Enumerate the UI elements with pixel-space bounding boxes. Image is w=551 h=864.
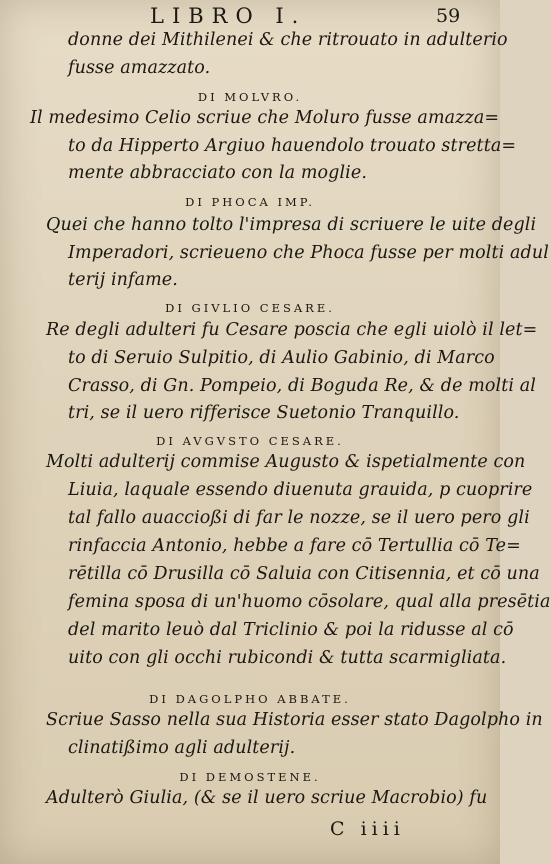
section-heading: DI MOLVRO. xyxy=(197,90,303,104)
text-line: mente abbracciato con la moglie. xyxy=(68,163,367,183)
text-line: Imperadori, scrieueno che Phoca fusse per molti adul xyxy=(68,243,549,263)
text-line: to di Seruio Sulpitio, di Aulio Gabinio, di Marco xyxy=(68,348,495,368)
text-line: Liuia, laquale essendo diuenuta grauida, p cuoprire xyxy=(68,480,533,500)
text-line: clinatißimo agli adulterij. xyxy=(68,738,296,758)
text-line: Re degli adulteri fu Cesare poscia che egli uiolò il let= xyxy=(46,320,538,340)
running-title: LIBRO I. xyxy=(150,4,307,28)
text-line: terij infame. xyxy=(68,270,178,290)
text-line: Quei che hanno tolto l'impresa di scriuere le uite degli xyxy=(46,215,537,235)
text-line: fusse amazzato. xyxy=(68,58,211,78)
text-line: tal fallo auaccioßi di far le nozze, se il uero pero gli xyxy=(68,508,530,528)
section-heading: DI DEMOSTENE. xyxy=(179,770,321,784)
text-line: rinfaccia Antonio, hebbe a fare cō Tertullia cō Te= xyxy=(68,536,521,556)
text-line: Adulterò Giulia, (& se il uero scriue Macrobio) fu xyxy=(46,788,488,808)
text-line: Molti adulterij commise Augusto & ispetialmente con xyxy=(46,452,526,472)
text-line: uito con gli occhi rubicondi & tutta scarmigliata. xyxy=(68,648,507,668)
text-line: Crasso, di Gn. Pompeio, di Boguda Re, & de molti al xyxy=(68,376,536,396)
section-heading: DI DAGOLPHO ABBATE. xyxy=(149,692,351,706)
page-number: 59 xyxy=(436,5,461,27)
text-line: femina sposa di un'huomo cōsolare, qual alla presētia xyxy=(68,592,551,612)
section-heading: DI GIVLIO CESARE. xyxy=(165,301,335,315)
text-line: to da Hipperto Argiuo hauendolo trouato stretta= xyxy=(68,136,517,156)
section-heading: DI AVGVSTO CESARE. xyxy=(156,434,344,448)
text-line: del marito leuò dal Triclinio & poi la ridusse al cō xyxy=(68,620,514,640)
text-line: donne dei Mithilenei & che ritrouato in adulterio xyxy=(68,30,508,50)
text-line: Il medesimo Celio scriue che Moluro fusse amazza= xyxy=(30,108,500,128)
section-heading: DI PHOCA IMP. xyxy=(185,195,315,209)
page-header xyxy=(0,0,500,30)
signature-mark: C iiii xyxy=(330,818,405,840)
text-line: rētilla cō Drusilla cō Saluia con Citisennia, et cō una xyxy=(68,564,540,584)
text-line: tri, se il uero rifferisce Suetonio Tranquillo. xyxy=(68,403,460,423)
text-line: Scriue Sasso nella sua Historia esser stato Dagolpho in xyxy=(46,710,543,730)
